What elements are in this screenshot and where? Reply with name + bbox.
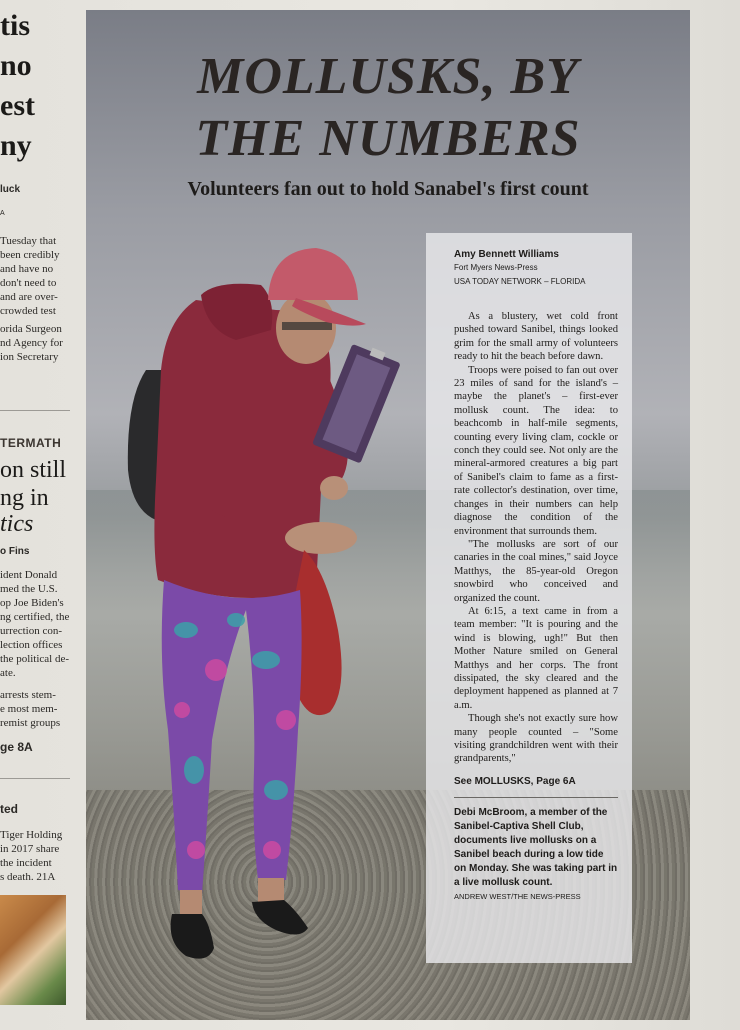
left-text-line: and are over- xyxy=(0,291,58,303)
left-story-line: ident Donald xyxy=(0,569,58,581)
left-story-headline-line: ng in xyxy=(0,485,49,511)
left-story-line: ng certified, the xyxy=(0,611,70,623)
left-story-line: remist groups xyxy=(0,717,61,729)
photo-caption: Debi McBroom, a member of the Sanibel-Captiva Shell Club, documents live mollusks on a Sanibel beach during a low tide on Monday. She was taking part in a live mollusk count. xyxy=(454,806,618,888)
article-paragraph: As a blustery, wet cold front pushed toward Sanibel, things looked grim for the small army of volunteers ready to hit the beach before dawn. xyxy=(454,311,618,363)
left-column xyxy=(0,0,80,1030)
left-brief-head: ted xyxy=(0,802,18,816)
left-headline-line: ny xyxy=(0,129,32,162)
left-text-line: ion Secretary xyxy=(0,351,59,363)
article-paragraph: At 6:15, a text came in from a team member: "It is pouring and the wind is blowing, ugh!" But then Mother Nature smiled on General Matthys and her corps. The front dissipated, the sky cleared and the deployment happened as planned at 7 a.m. xyxy=(454,605,618,711)
left-byline: luck xyxy=(0,184,21,195)
left-story-headline-line: tics xyxy=(0,511,34,537)
continuation-jump[interactable]: See MOLLUSKS, Page 6A xyxy=(454,775,576,787)
left-story-jump[interactable]: ge 8A xyxy=(0,740,33,754)
panel-divider xyxy=(454,797,618,798)
left-story-line: op Joe Biden's xyxy=(0,597,64,609)
left-story-headline-line: on still xyxy=(0,457,67,483)
left-story-byline: o Fins xyxy=(0,546,30,557)
left-story-line: med the U.S. xyxy=(0,583,58,595)
left-text-line: orida Surgeon xyxy=(0,323,62,335)
left-brief-line: the incident xyxy=(0,857,52,869)
article-paragraph: Troops were poised to fan out over 23 miles of sand for the island's – maybe the planet's – first-ever mollusk count. The idea: to beachcomb in half-mile segments, counting every living clam, cockle or conch they could see. Not only are the mineral-armored creatures a big part of Sanibel's claim to fame as a first-rate collector's destination, over time, changes in their numbers can help diagnose the condition of the environment that surrounds them. xyxy=(454,364,618,537)
subheadline: Volunteers fan out to hold Sanabel's first count xyxy=(187,178,589,200)
article-body xyxy=(454,310,618,766)
left-story-line: the political de- xyxy=(0,653,70,665)
left-divider xyxy=(0,410,70,411)
left-section-label: TERMATH xyxy=(0,436,62,450)
volunteer-figure xyxy=(86,10,426,1010)
headline-line-2: THE NUMBERS xyxy=(195,110,581,167)
outlet-name: Fort Myers News-Press xyxy=(454,263,538,272)
left-divider xyxy=(0,778,70,779)
left-brief-line: Tiger Holding xyxy=(0,829,63,841)
left-text-line: been credibly xyxy=(0,249,60,261)
left-text-line: crowded test xyxy=(0,305,56,317)
left-story-line: arrests stem- xyxy=(0,689,56,701)
article-paragraph: Though she's not exactly sure how many people counted – "Some visiting grandchildren went with their grandparents," xyxy=(454,713,618,765)
left-story-line: urrection con- xyxy=(0,625,62,637)
photo-credit: ANDREW WEST/THE NEWS-PRESS xyxy=(454,891,581,901)
left-text-line: nd Agency for xyxy=(0,337,63,349)
left-text-line: and have no xyxy=(0,263,54,275)
left-story-line: e most mem- xyxy=(0,703,58,715)
article-paragraph: "The mollusks are sort of our canaries in the coal mines," said Joyce Matthys, the 85-year-old Oregon snowbird who conceived and organized the count. xyxy=(454,538,618,604)
left-story-line: lection offices xyxy=(0,639,63,651)
left-brief-line: s death. 21A xyxy=(0,871,56,883)
left-headline-line: no xyxy=(0,49,32,82)
left-headline-line: est xyxy=(0,89,35,122)
left-headline-line: tis xyxy=(0,9,30,42)
network-name: USA TODAY NETWORK – FLORIDA xyxy=(454,277,586,286)
feature-photo xyxy=(86,10,690,1020)
left-story-line: ate. xyxy=(0,667,16,679)
headline-line-1: MOLLUSKS, BY xyxy=(197,48,579,105)
left-text-line: don't need to xyxy=(0,277,57,289)
left-byline-tag: A xyxy=(0,210,5,217)
left-brief-line: in 2017 share xyxy=(0,843,60,855)
author-name: Amy Bennett Williams xyxy=(454,249,559,260)
story-text-panel xyxy=(426,233,632,963)
tiger-photo xyxy=(0,895,66,1005)
left-text-line: Tuesday that xyxy=(0,235,57,247)
